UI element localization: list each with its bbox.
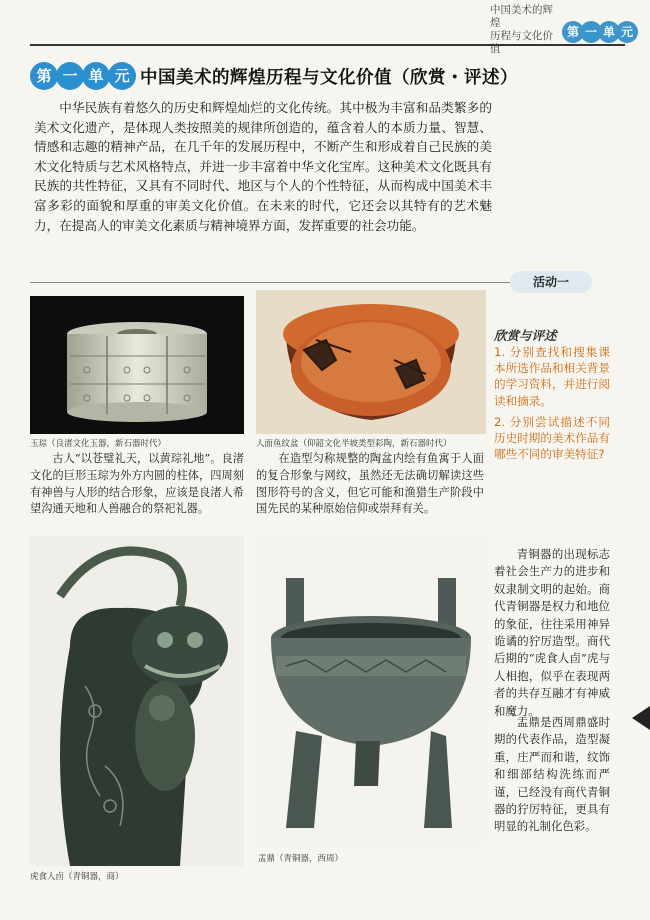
title-badge: 单 xyxy=(82,62,110,90)
face-fish-basin-caption: 人面鱼纹盆（仰韶文化半坡类型彩陶，新石器时代） xyxy=(256,439,452,449)
header-badge: 元 xyxy=(616,21,638,43)
sidebar-question-2: 2. 分别尝试描述不同历史时期的美术作品有哪些不同的审美特征? xyxy=(494,415,610,462)
sidebar-question-1: 1. 分别查找和搜集课本所选作品和相关背景的学习资料，并进行阅读和摘录。 xyxy=(494,345,610,408)
title-unit-badges xyxy=(30,62,140,92)
header-badge: 单 xyxy=(598,21,620,43)
yu-ding-image xyxy=(256,536,486,846)
tiger-devouring-man-text: 青铜器的出现标志着社会生产力的进步和奴隶制文明的起始。商代青铜器是权力和地位的象征，往往采用神异诡谲的狞厉造型。商代后期的“虎食人卣”虎与人相抱，似乎在表现两者的共存互融才有神威和魔力。 xyxy=(494,547,610,718)
jade-cong-image xyxy=(30,296,244,434)
tiger-devouring-man-image xyxy=(30,536,244,866)
intro-paragraph: 中华民族有着悠久的历史和辉煌灿烂的文化传统。其中极为丰富和品类繁多的美术文化遗产，是体现人类按照美的规律所创造的，蕴含着人的本质力量、智慧、情感和志趣的精神产品，在几千年的发展历程中，不断产生和形成着自己民族的美术文化特质与艺术风格特点，并进一步丰富着中华文化宝库。这种美术文化既具有民族的共性特征，又具有不同时代、地区与个人的个性特征，从而构成中国美术丰富多彩的面貌和厚重的审美文化价值。在未来的时代，它还会以其特有的艺术魅力，在提高人的审美文化素质与精神境界方面，发挥重要的社会功能。 xyxy=(34,100,492,233)
header-subtitle: 中国美术的辉煌 历程与文化价值 xyxy=(490,4,553,55)
header-badge: 第 xyxy=(562,21,584,43)
title-badge: 元 xyxy=(108,62,136,90)
face-fish-basin-image xyxy=(256,290,486,434)
jade-cong-caption: 玉琮（良渚文化玉器，新石器时代） xyxy=(30,439,167,449)
header-badge: 一 xyxy=(580,21,602,43)
title-badge: 一 xyxy=(56,62,84,90)
tiger-devouring-man-caption: 虎食人卣（青铜器，商） xyxy=(30,872,124,882)
yu-ding-text: 盂鼎是西周鼎盛时期的代表作品，造型凝重，庄严而和谐，纹饰和细部结构洗练而严谨，已经没有商代青铜器的狞厉特征，更具有明显的礼制化色彩。 xyxy=(494,715,610,834)
activity-rule xyxy=(30,282,510,283)
page-edge-tab xyxy=(632,706,650,730)
activity-tab: 活动一 xyxy=(510,271,592,293)
sidebar-title: 欣赏与评述 xyxy=(494,328,557,343)
header-unit-badges xyxy=(562,22,634,42)
page-title: 中国美术的辉煌历程与文化价值（欣赏・评述） xyxy=(140,68,518,88)
yu-ding-caption: 盂鼎（青铜器，西周） xyxy=(258,854,344,864)
title-badge: 第 xyxy=(30,62,58,90)
jade-cong-text: 古人“以苍璧礼天，以黄琮礼地”。良渚文化的巨形玉琮为外方内圆的柱体，四周刻有神兽与人形的结合形象，应该是良渚人希望沟通天地和人兽融合的祭祀礼器。 xyxy=(30,452,244,516)
face-fish-basin-text: 在造型匀称规整的陶盆内绘有鱼寓于人面的复合形象与网纹，虽然还无法确切解读这些图形符号的含义，但它可能和渔猎生产阶段中国先民的某种原始信仰或崇拜有关。 xyxy=(256,452,484,516)
